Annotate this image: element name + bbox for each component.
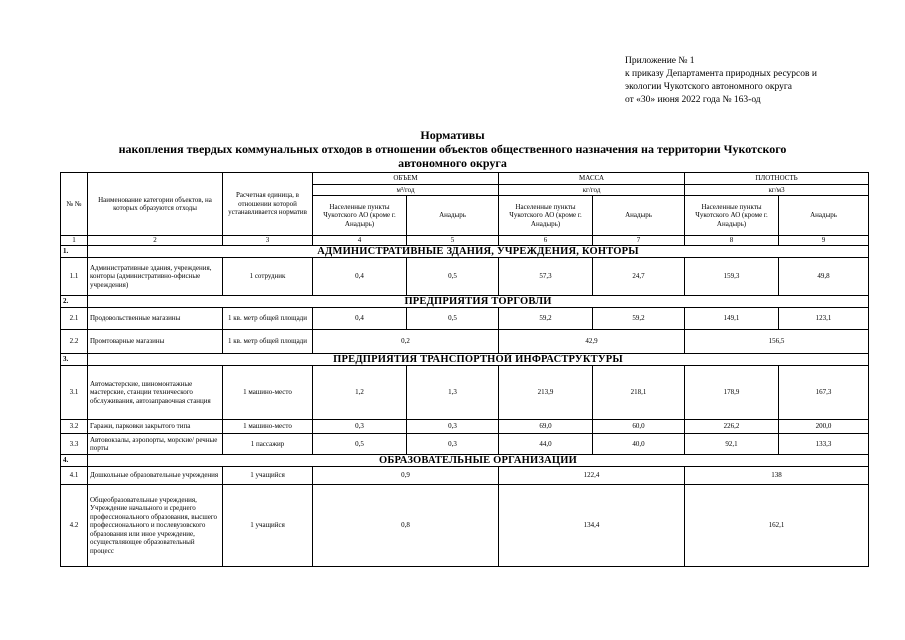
- category-name: Автовокзалы, аэропорты, морские/ речные порты: [88, 434, 223, 455]
- mass-value: 134,4: [499, 485, 685, 567]
- density-value: 156,5: [685, 330, 869, 354]
- mass-settlements-value: 44,0: [499, 434, 593, 455]
- density-anadyr-value: 133,3: [779, 434, 869, 455]
- row-number: 2.2: [61, 330, 88, 354]
- volume-value: 0,2: [313, 330, 499, 354]
- title-line: накопления твердых коммунальных отходов в отношении объектов общественного назначения на территории Чукотского: [118, 142, 787, 156]
- category-name: Общеобразовательные учреждения, Учреждение начального и среднего профессионального образования, высшего профессионального и послевузовского образования или иное учреждение, осуществляющее образовательный процесс: [88, 485, 223, 567]
- column-number: 8: [685, 236, 779, 246]
- header-anadyr: Анадырь: [779, 196, 869, 236]
- column-number: 9: [779, 236, 869, 246]
- section-number: 3.: [61, 354, 88, 366]
- section-title: ОБРАЗОВАТЕЛЬНЫЕ ОРГАНИЗАЦИИ: [88, 455, 869, 467]
- mass-anadyr-value: 24,7: [593, 258, 685, 296]
- density-settlements-value: 159,3: [685, 258, 779, 296]
- table-row: [61, 434, 869, 455]
- volume-settlements-value: 0,5: [313, 434, 407, 455]
- mass-anadyr-value: 60,0: [593, 420, 685, 434]
- volume-anadyr-value: 1,3: [407, 366, 499, 420]
- appendix-line: к приказу Департамента природных ресурсов и: [625, 69, 817, 79]
- table-row: [61, 366, 869, 420]
- volume-settlements-value: 0,4: [313, 308, 407, 330]
- header-settlements: Населенные пункты Чукотского АО (кроме г. Анадырь): [313, 196, 407, 236]
- section-title: АДМИНИСТРАТИВНЫЕ ЗДАНИЯ, УЧРЕЖДЕНИЯ, КОНТОРЫ: [88, 246, 869, 258]
- volume-anadyr-value: 0,5: [407, 308, 499, 330]
- section-number: 4.: [61, 455, 88, 467]
- section-row: [61, 455, 869, 467]
- section-row: [61, 246, 869, 258]
- document-title: [60, 128, 845, 170]
- header-unit: Расчетная единица, в отношении которой устанавливается норматив: [223, 173, 313, 236]
- density-settlements-value: 149,1: [685, 308, 779, 330]
- volume-settlements-value: 0,4: [313, 258, 407, 296]
- density-settlements-value: 226,2: [685, 420, 779, 434]
- table-row: [61, 420, 869, 434]
- appendix-line: экологии Чукотского автономного округа: [625, 82, 792, 92]
- table-row: [61, 485, 869, 567]
- header-anadyr: Анадырь: [593, 196, 685, 236]
- header-density-unit: кг/м3: [685, 185, 869, 196]
- section-number: 1.: [61, 246, 88, 258]
- appendix-line: от «30» июня 2022 года № 163-од: [625, 95, 761, 105]
- header-settlements: Населенные пункты Чукотского АО (кроме г. Анадырь): [499, 196, 593, 236]
- density-anadyr-value: 200,0: [779, 420, 869, 434]
- density-anadyr-value: 167,3: [779, 366, 869, 420]
- volume-settlements-value: 1,2: [313, 366, 407, 420]
- column-number: 2: [88, 236, 223, 246]
- category-name: Автомастерские, шиномонтажные мастерские, станции технического обслуживания, автозаправочная станция: [88, 366, 223, 420]
- calculation-unit: 1 сотрудник: [223, 258, 313, 296]
- table-row: [61, 330, 869, 354]
- column-number: 1: [61, 236, 88, 246]
- row-number: 4.2: [61, 485, 88, 567]
- row-number: 3.2: [61, 420, 88, 434]
- mass-value: 122,4: [499, 467, 685, 485]
- appendix-line: Приложение № 1: [625, 56, 695, 66]
- row-number: 1.1: [61, 258, 88, 296]
- section-title: ПРЕДПРИЯТИЯ ТОРГОВЛИ: [88, 296, 869, 308]
- density-value: 138: [685, 467, 869, 485]
- header-mass-unit: кг/год: [499, 185, 685, 196]
- calculation-unit: 1 машино-место: [223, 420, 313, 434]
- mass-settlements-value: 213,9: [499, 366, 593, 420]
- section-number: 2.: [61, 296, 88, 308]
- column-number: 6: [499, 236, 593, 246]
- norms-table: [60, 172, 869, 567]
- category-name: Гаражи, парковки закрытого типа: [88, 420, 223, 434]
- section-row: [61, 296, 869, 308]
- volume-anadyr-value: 0,3: [407, 434, 499, 455]
- mass-value: 42,9: [499, 330, 685, 354]
- row-number: 2.1: [61, 308, 88, 330]
- header-num: № №: [61, 173, 88, 236]
- volume-value: 0,8: [313, 485, 499, 567]
- calculation-unit: 1 кв. метр общей площади: [223, 330, 313, 354]
- column-number: 5: [407, 236, 499, 246]
- calculation-unit: 1 машино-место: [223, 366, 313, 420]
- section-row: [61, 354, 869, 366]
- density-settlements-value: 178,9: [685, 366, 779, 420]
- density-settlements-value: 92,1: [685, 434, 779, 455]
- table-row: [61, 308, 869, 330]
- calculation-unit: 1 учащийся: [223, 467, 313, 485]
- header-settlements: Населенные пункты Чукотского АО (кроме г. Анадырь): [685, 196, 779, 236]
- title-line: автономного округа: [398, 156, 507, 170]
- header-volume-unit: м³/год: [313, 185, 499, 196]
- column-number: 4: [313, 236, 407, 246]
- row-number: 4.1: [61, 467, 88, 485]
- header-category: Наименование категории объектов, на которых образуются отходы: [88, 173, 223, 236]
- mass-anadyr-value: 218,1: [593, 366, 685, 420]
- mass-anadyr-value: 59,2: [593, 308, 685, 330]
- volume-settlements-value: 0,3: [313, 420, 407, 434]
- mass-settlements-value: 69,0: [499, 420, 593, 434]
- calculation-unit: 1 учащийся: [223, 485, 313, 567]
- volume-anadyr-value: 0,5: [407, 258, 499, 296]
- row-number: 3.3: [61, 434, 88, 455]
- table-row: [61, 467, 869, 485]
- table-row: [61, 258, 869, 296]
- calculation-unit: 1 кв. метр общей площади: [223, 308, 313, 330]
- volume-anadyr-value: 0,3: [407, 420, 499, 434]
- mass-settlements-value: 59,2: [499, 308, 593, 330]
- header-anadyr: Анадырь: [407, 196, 499, 236]
- header-mass: МАССА: [499, 173, 685, 185]
- category-name: Промтоварные магазины: [88, 330, 223, 354]
- section-title: ПРЕДПРИЯТИЯ ТРАНСПОРТНОЙ ИНФРАСТРУКТУРЫ: [88, 354, 869, 366]
- header-volume: ОБЪЕМ: [313, 173, 499, 185]
- category-name: Административные здания, учреждения, конторы (административно-офисные учреждения): [88, 258, 223, 296]
- calculation-unit: 1 пассажир: [223, 434, 313, 455]
- category-name: Дошкольные образовательные учреждения: [88, 467, 223, 485]
- mass-anadyr-value: 40,0: [593, 434, 685, 455]
- mass-settlements-value: 57,3: [499, 258, 593, 296]
- column-number: 7: [593, 236, 685, 246]
- density-anadyr-value: 49,8: [779, 258, 869, 296]
- column-number: 3: [223, 236, 313, 246]
- header-density: ПЛОТНОСТЬ: [685, 173, 869, 185]
- appendix-note: [625, 55, 817, 107]
- density-value: 162,1: [685, 485, 869, 567]
- density-anadyr-value: 123,1: [779, 308, 869, 330]
- category-name: Продовольственные магазины: [88, 308, 223, 330]
- title-line: Нормативы: [420, 128, 485, 142]
- column-number-row: [61, 236, 869, 246]
- volume-value: 0,9: [313, 467, 499, 485]
- row-number: 3.1: [61, 366, 88, 420]
